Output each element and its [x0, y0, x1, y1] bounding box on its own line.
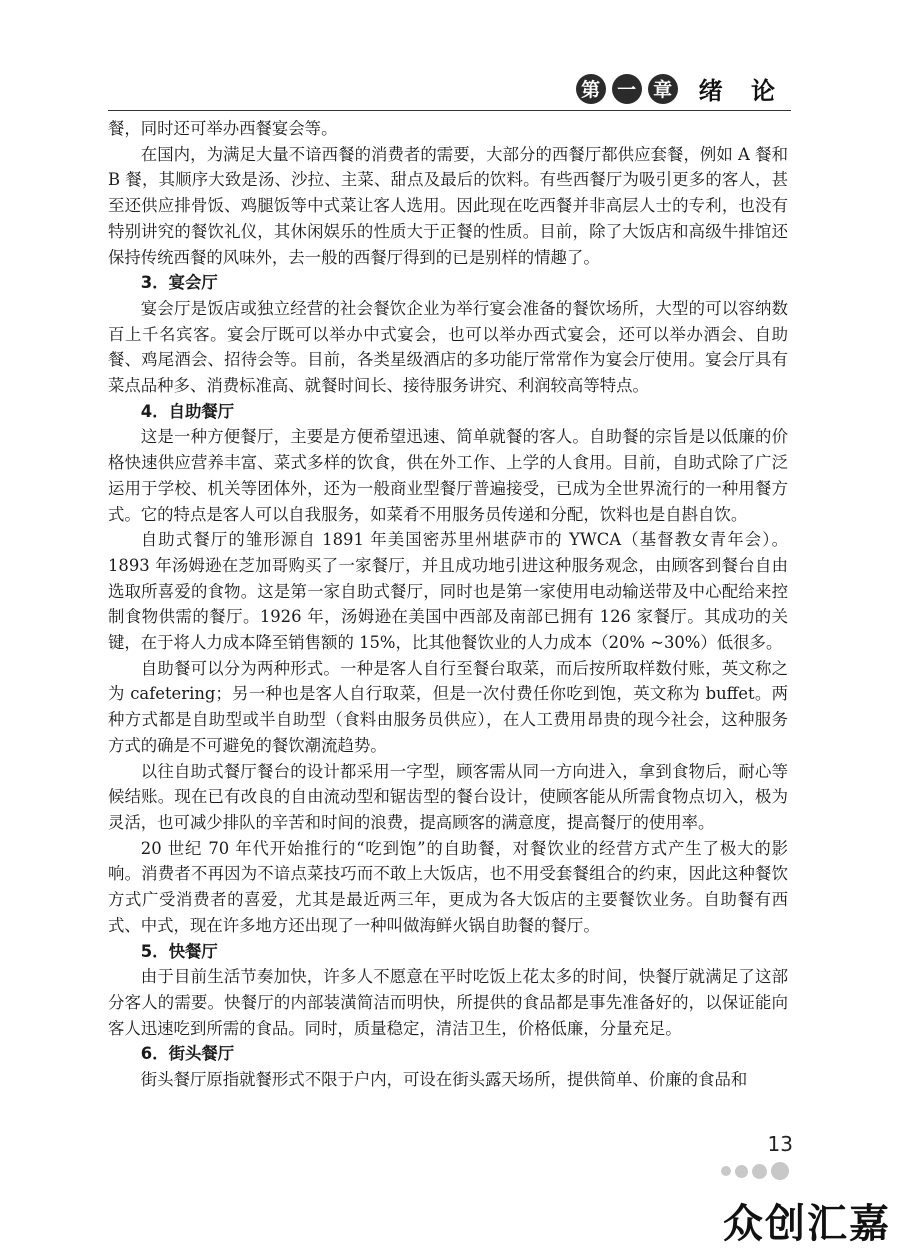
- decoration-dot: [735, 1165, 748, 1178]
- paragraph: 宴会厅是饭店或独立经营的社会餐饮企业为举行宴会准备的餐饮场所，大型的可以容纳数百上千名宾客。宴会厅既可以举办中式宴会，也可以举办西式宴会，还可以举办酒会、自助餐、鸡尾酒会、招待会等。目前，各类星级酒店的多功能厅常常作为宴会厅使用。宴会厅具有菜点品种多、消费标准高、就餐时间长、接待服务讲究、利润较高等特点。: [108, 298, 788, 396]
- chapter-title-group: [573, 71, 785, 106]
- paragraph: 街头餐厅原指就餐形式不限于户内，可设在街头露天场所，提供简单、价廉的食品和: [140, 1070, 748, 1090]
- paragraph: 以往自助式餐厅餐台的设计都采用一字型，顾客需从同一方向进入，拿到食物后，耐心等候结账。现在已有改良的自由流动型和锯齿型的餐台设计，使顾客能从所需食物点切入，极为灵活，也可减少排队的辛苦和时间的浪费，提高顾客的满意度，提高餐厅的使用率。: [108, 761, 788, 832]
- page-body: [108, 116, 788, 1093]
- section-heading: 5．快餐厅: [140, 941, 218, 961]
- paragraph: 在国内，为满足大量不谙西餐的消费者的需要，大部分的西餐厅都供应套餐，例如 A 餐和 B 餐，其顺序大致是汤、沙拉、主菜、甜点及最后的饮料。有些西餐厅为吸引更多的客人，甚至还供应排骨饭、鸡腿饭等中式菜让客人选用。因此现在吃西餐并非高层人士的专利，也没有特别讲究的餐饮礼仪，其休闲娱乐的性质大于正餐的性质。目前，除了大饭店和高级牛排馆还保持传统西餐的风味外，去一般的西餐厅得到的已是别样的情趣了。: [108, 144, 788, 267]
- chapter-number-badge: 一: [612, 74, 642, 104]
- decoration-dot: [771, 1162, 789, 1180]
- section-heading: 4．自助餐厅: [140, 401, 235, 421]
- chapter-suffix-badge: 章: [648, 74, 678, 104]
- chapter-header: [108, 72, 791, 111]
- chapter-title: 绪 论: [698, 77, 785, 105]
- decoration-dot: [721, 1166, 731, 1176]
- watermark-logo: 众创汇嘉: [723, 1201, 891, 1247]
- page-number: 13: [767, 1132, 793, 1156]
- paragraph: 自助式餐厅的雏形源自 1891 年美国密苏里州堪萨市的 YWCA（基督教女青年会）。1893 年汤姆逊在芝加哥购买了一家餐厅，并且成功地引进这种服务观念，由顾客到餐台自由选取所喜爱的食物。这是第一家自助式餐厅，同时也是第一家使用电动输送带及中心配给来控制食物供需的餐厅。1926 年，汤姆逊在美国中西部及南部已拥有 126 家餐厅。其成功的关键，在于将人力成本降至销售额的 15%，比其他餐饮业的人力成本（20% ~30%）低很多。: [108, 530, 788, 653]
- page-decoration-dots: [721, 1162, 789, 1180]
- paragraph: 20 世纪 70 年代开始推行的“吃到饱”的自助餐，对餐饮业的经营方式产生了极大的影响。消费者不再因为不谙点菜技巧而不敢上大饭店，也不用受套餐组合的约束，因此这种餐饮方式广受消费者的喜爱，尤其是最近两三年，更成为各大饭店的主要餐饮业务。自助餐有西式、中式，现在许多地方还出现了一种叫做海鲜火锅自助餐的餐厅。: [108, 838, 788, 935]
- section-heading: 3．宴会厅: [140, 273, 218, 293]
- chapter-prefix-badge: 第: [576, 74, 606, 104]
- paragraph: 由于目前生活节奏加快，许多人不愿意在平时吃饭上花太多的时间，快餐厅就满足了这部分客人的需要。快餐厅的内部装潢简洁而明快，所提供的食品都是事先准备好的，以保证能向客人迅速吃到所需的食品。同时，质量稳定，清洁卫生，价格低廉，分量充足。: [108, 967, 788, 1038]
- section-heading: 6．街头餐厅: [140, 1044, 235, 1064]
- paragraph: 自助餐可以分为两种形式。一种是客人自行至餐台取菜，而后按所取样数付账，英文称之为 cafetering；另一种也是客人自行取菜，但是一次付费任你吃到饱，英文称为 buffet。两种方式都是自助型或半自助型（食料由服务员供应），在人工费用昂贵的现今社会，这种服务方式的确是不可避免的餐饮潮流趋势。: [108, 658, 788, 755]
- continued-paragraph: 餐，同时还可举办西餐宴会等。: [108, 119, 338, 138]
- paragraph: 这是一种方便餐厅，主要是方便希望迅速、简单就餐的客人。自助餐的宗旨是以低廉的价格快速供应营养丰富、菜式多样的饮食，供在外工作、上学的人食用。目前，自助式除了广泛运用于学校、机关等团体外，还为一般商业型餐厅普遍接受，已成为全世界流行的一种用餐方式。它的特点是客人可以自我服务，如菜肴不用服务员传递和分配，饮料也是自斟自饮。: [108, 427, 788, 524]
- decoration-dot: [752, 1164, 767, 1179]
